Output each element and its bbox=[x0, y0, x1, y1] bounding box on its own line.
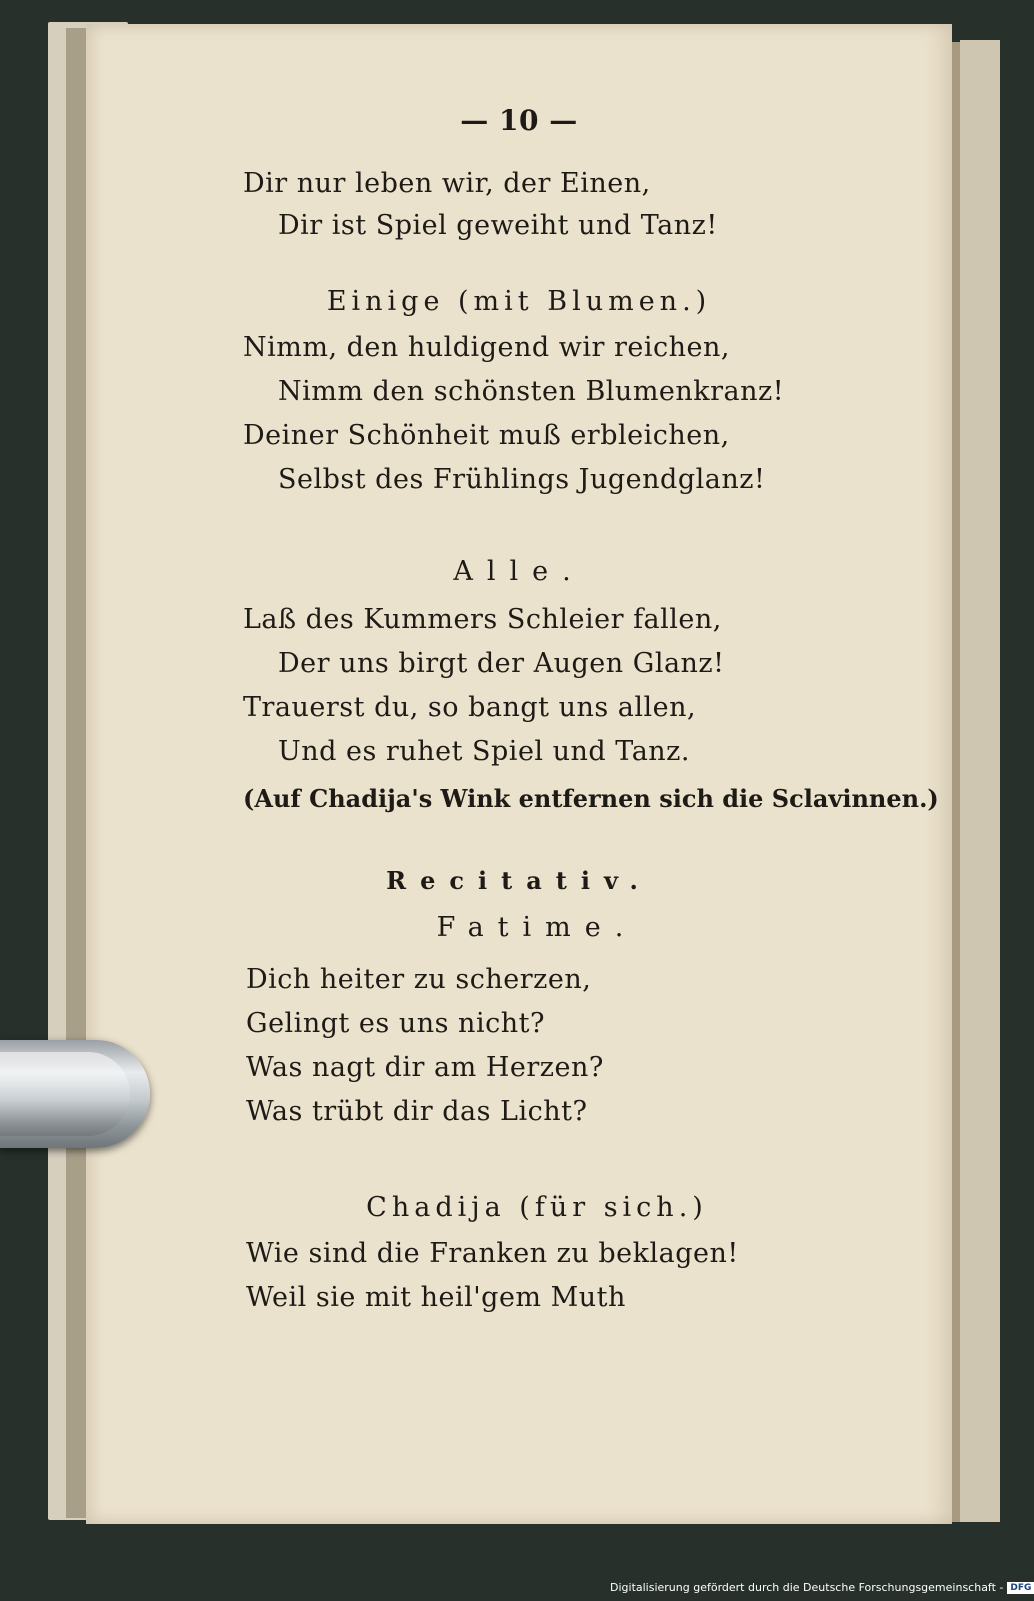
speaker-heading: Einige (mit Blumen.) bbox=[326, 286, 712, 317]
verse-line: Gelingt es uns nicht? bbox=[246, 1008, 545, 1039]
speaker-heading: Alle. bbox=[453, 556, 585, 587]
verse-line: Was nagt dir am Herzen? bbox=[246, 1052, 604, 1083]
page-clamp-highlight bbox=[0, 1052, 130, 1136]
verse-line: Selbst des Frühlings Jugendglanz! bbox=[278, 464, 766, 495]
stage-direction: (Auf Chadija's Wink entfernen sich die Sclavinnen.) bbox=[243, 784, 939, 813]
section-heading: Recitativ. bbox=[386, 866, 652, 895]
verse-line: Was trübt dir das Licht? bbox=[246, 1096, 588, 1127]
digitization-credit bbox=[610, 1578, 1032, 1598]
verse-line: Dir nur leben wir, der Einen, bbox=[243, 168, 651, 199]
verse-line: Und es ruhet Spiel und Tanz. bbox=[278, 736, 690, 767]
verse-line: Nimm den schönsten Blumenkranz! bbox=[278, 376, 785, 407]
credit-text: Digitalisierung gefördert durch die Deutsche Forschungsgemeinschaft - bbox=[610, 1581, 1004, 1594]
dfg-logo: DFG bbox=[1007, 1582, 1034, 1594]
verse-line: Deiner Schönheit muß erbleichen, bbox=[243, 420, 730, 451]
verse-line: Der uns birgt der Augen Glanz! bbox=[278, 648, 725, 679]
verse-line: Laß des Kummers Schleier fallen, bbox=[243, 604, 722, 635]
speaker-heading: Fatime. bbox=[436, 912, 638, 943]
page-text bbox=[86, 24, 952, 1524]
verse-line: Dir ist Spiel geweiht und Tanz! bbox=[278, 210, 718, 241]
verse-line: Dich heiter zu scherzen, bbox=[246, 964, 592, 995]
verse-line: Weil sie mit heil'gem Muth bbox=[246, 1282, 626, 1313]
verse-line: Nimm, den huldigend wir reichen, bbox=[243, 332, 730, 363]
verse-line: Trauerst du, so bangt uns allen, bbox=[243, 692, 697, 723]
speaker-heading: Chadija (für sich.) bbox=[366, 1192, 708, 1223]
book-page bbox=[86, 24, 952, 1524]
book-block-right-pages bbox=[960, 40, 1000, 1522]
page-number: — 10 — bbox=[460, 104, 578, 137]
verse-line: Wie sind die Franken zu beklagen! bbox=[246, 1238, 739, 1269]
